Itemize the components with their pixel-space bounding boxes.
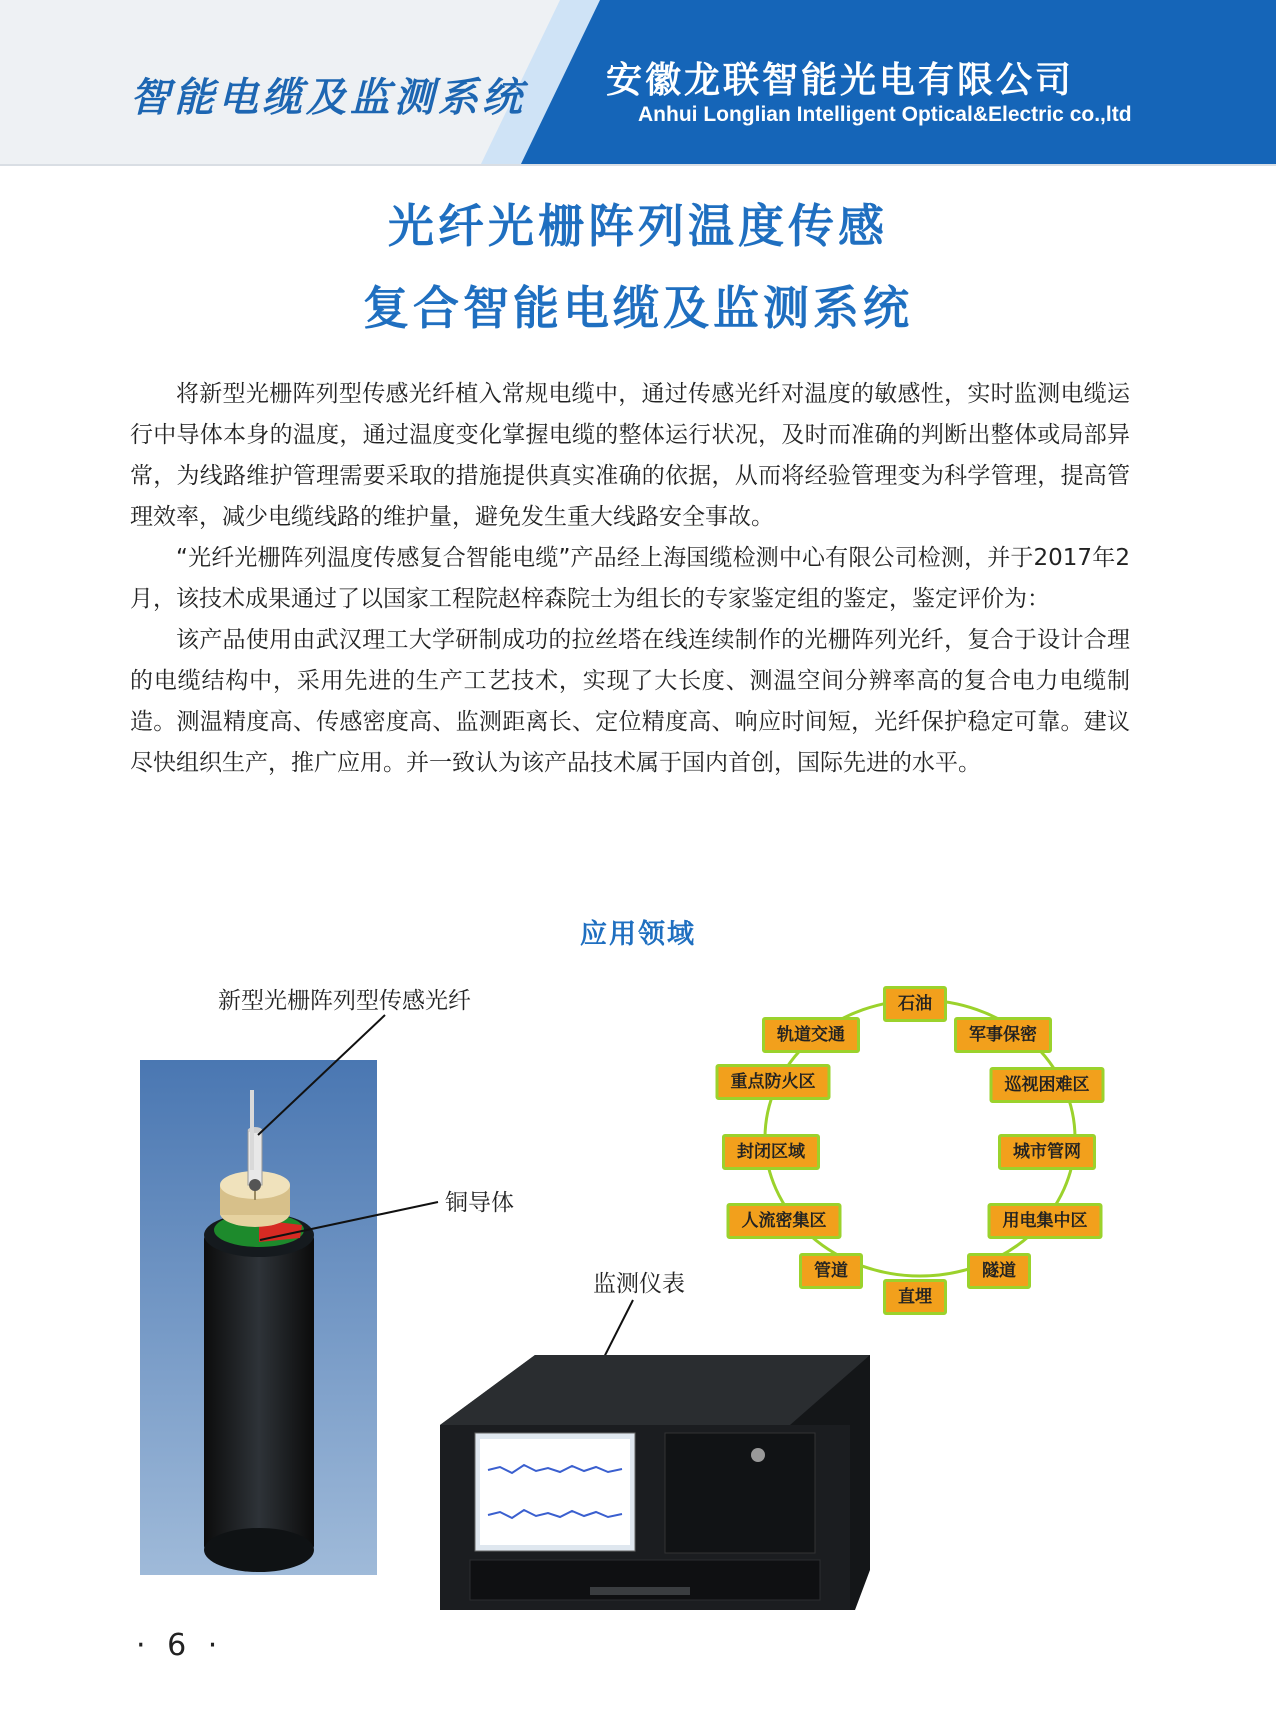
application-node-patrol-difficult: 巡视困难区 [990,1067,1105,1103]
page-title-line-2: 复合智能电缆及监测系统 [363,281,913,335]
paragraph-3: 该产品使用由武汉理工大学研制成功的拉丝塔在线连续制作的光栅阵列光纤，复合于设计合理的电缆结构中，采用先进的生产工艺技术，实现了大长度、测温空间分辨率高的复合电力电缆制造。测温精度高、传感密度高、监测距离长、定位精度高、响应时间短，光纤保护稳定可靠。建议尽快组织生产，推广应用。并一致认为该产品技术属于国内首创，国际先进的水平。 [130,627,1130,776]
application-node-urban-pipeline: 城市管网 [998,1134,1096,1170]
paragraph-1: 将新型光栅阵列型传感光纤植入常规电缆中，通过传感光纤对温度的敏感性，实时监测电缆运行中导体本身的温度，通过温度变化掌握电缆的整体运行状况，及时而准确的判断出整体或局部异常，为线路维护管理需要采取的措施提供真实准确的依据，从而将经验管理变为科学管理，提高管理效率，减少电缆线路的维护量，避免发生重大线路安全事故。 [130,381,1130,530]
application-node-tunnel: 隧道 [967,1253,1031,1289]
label-copper-conductor: 铜导体 [445,1190,514,1216]
application-node-crowded: 人流密集区 [727,1203,842,1239]
page-title-line-1: 光纤光栅阵列温度传感 [388,199,888,253]
series-title: 智能电缆及监测系统 [130,74,526,121]
application-node-enclosed: 封闭区域 [722,1134,820,1170]
application-heading: 应用领域 [580,919,696,950]
page-number: · 6 · [136,1628,224,1663]
application-node-pipe: 管道 [799,1253,863,1289]
label-fiber: 新型光栅阵列型传感光纤 [218,988,471,1014]
monitor-instrument [440,1355,880,1625]
application-node-fire-prevention: 重点防火区 [716,1064,831,1100]
label-monitor-instrument: 监测仪表 [593,1271,685,1297]
application-node-military: 军事保密 [954,1017,1052,1053]
application-node-oil: 石油 [883,986,947,1022]
company-name-cn: 安徽龙联智能光电有限公司 [606,59,1075,101]
company-name-en: Anhui Longlian Intelligent Optical&Electric co.,ltd [638,103,1132,126]
paragraph-2: “光纤光栅阵列温度传感复合智能电缆”产品经上海国缆检测中心有限公司检测，并于2017年2月，该技术成果通过了以国家工程院赵梓森院士为组长的专家鉴定组的鉴定，鉴定评价为： [130,545,1130,612]
application-node-direct-burial: 直埋 [883,1279,947,1315]
application-node-rail-transit: 轨道交通 [762,1017,860,1053]
application-node-power-hub: 用电集中区 [988,1203,1103,1239]
